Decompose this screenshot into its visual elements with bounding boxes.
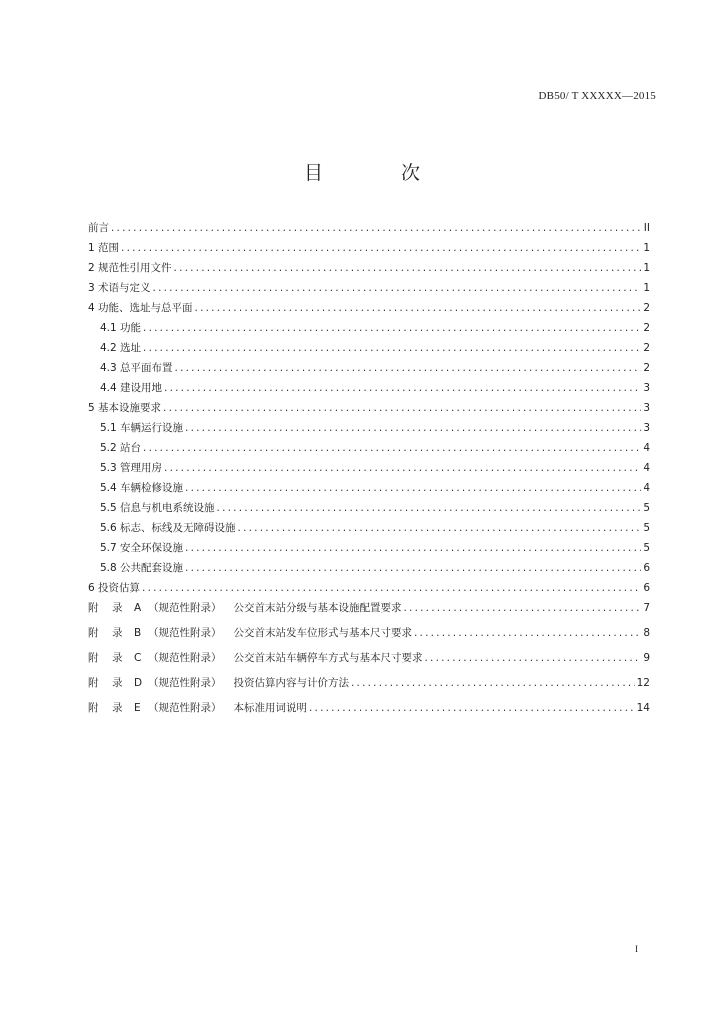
- appendix-kind: （规范性附录）: [148, 627, 222, 639]
- toc-entry-label: 4.4 建设用地: [100, 382, 163, 394]
- toc-dot-leader: [143, 322, 641, 334]
- toc-entry[interactable]: [88, 340, 650, 360]
- appendix-fu: 附: [88, 652, 99, 664]
- toc-entry[interactable]: [88, 220, 650, 240]
- toc-entry[interactable]: [88, 540, 650, 560]
- toc-entry[interactable]: [88, 280, 650, 300]
- toc-entry-label: 2 规范性引用文件: [88, 262, 172, 274]
- appendix-kind: （规范性附录）: [148, 602, 222, 614]
- appendix-letter: D: [134, 677, 143, 689]
- toc-appendix-entry[interactable]: [88, 625, 650, 650]
- toc-entry-label: 5.3 管理用房: [100, 462, 163, 474]
- toc-entry-label: 1 范围: [88, 242, 120, 254]
- toc-entry-page: 5: [643, 522, 650, 534]
- toc-entry[interactable]: [88, 480, 650, 500]
- toc-dot-leader: [217, 502, 642, 514]
- toc-dot-leader: [309, 702, 635, 714]
- appendix-lu: 录: [112, 627, 123, 639]
- toc-entry-label: 5.8 公共配套设施: [100, 562, 184, 574]
- appendix-letter: C: [134, 652, 142, 664]
- appendix-title: 本标准用词说明: [233, 702, 307, 714]
- toc-entry[interactable]: [88, 300, 650, 320]
- appendix-fu: 附: [88, 627, 99, 639]
- toc-entry-page: 1: [643, 282, 650, 294]
- toc-dot-leader: [185, 482, 641, 494]
- toc-dot-leader: [185, 422, 641, 434]
- toc-title: 目 次: [303, 162, 457, 184]
- appendix-title: 公交首末站分级与基本设施配置要求: [233, 602, 402, 614]
- toc-entry[interactable]: [88, 520, 650, 540]
- toc-entry-page: 2: [643, 362, 650, 374]
- appendix-label: [88, 650, 423, 665]
- appendix-kind: （规范性附录）: [148, 702, 222, 714]
- toc-entry-label: 5.1 车辆运行设施: [100, 422, 184, 434]
- toc-entry-page: 2: [643, 322, 650, 334]
- toc-entry[interactable]: [88, 560, 650, 580]
- toc-dot-leader: [143, 342, 641, 354]
- toc-entry-label: 5.6 标志、标线及无障碍设施: [100, 522, 236, 534]
- toc-entry[interactable]: [88, 460, 650, 480]
- toc-entry[interactable]: [88, 380, 650, 400]
- toc-dot-leader: [351, 677, 635, 689]
- document-code: DB50/ T XXXXX—2015: [538, 90, 656, 102]
- toc-dot-leader: [404, 602, 642, 614]
- toc-entry-page: 4: [643, 482, 650, 494]
- toc-entry-page: 2: [643, 342, 650, 354]
- toc-entry-page: 5: [643, 502, 650, 514]
- appendix-title: 投资估算内容与计价方法: [233, 677, 349, 689]
- toc-entry-label: 4 功能、选址与总平面: [88, 302, 193, 314]
- toc-entry-page: 3: [643, 382, 650, 394]
- toc-entry[interactable]: [88, 420, 650, 440]
- toc-entry-page: 3: [643, 422, 650, 434]
- toc-entry[interactable]: [88, 360, 650, 380]
- toc-entry-page: 5: [643, 542, 650, 554]
- toc-entry-page: 4: [643, 442, 650, 454]
- toc-dot-leader: [142, 582, 641, 594]
- toc-entry-page: 4: [643, 462, 650, 474]
- toc-dot-leader: [238, 522, 642, 534]
- toc-dot-leader: [195, 302, 642, 314]
- toc-entry-label: 前言: [88, 222, 109, 234]
- toc-dot-leader: [414, 627, 641, 639]
- appendix-title: 公交首末站车辆停车方式与基本尺寸要求: [233, 652, 423, 664]
- toc-entry-page: 3: [643, 402, 650, 414]
- appendix-label: [88, 625, 412, 640]
- toc-dot-leader: [153, 282, 642, 294]
- toc-dot-leader: [143, 442, 641, 454]
- toc-entry[interactable]: [88, 500, 650, 520]
- toc-dot-leader: [185, 562, 641, 574]
- toc-dot-leader: [174, 262, 642, 274]
- toc-dot-leader: [164, 382, 641, 394]
- toc-entry[interactable]: [88, 400, 650, 420]
- appendix-letter: E: [134, 702, 141, 714]
- appendix-lu: 录: [112, 677, 123, 689]
- toc-entry-label: 5 基本设施要求: [88, 402, 162, 414]
- toc-entry[interactable]: [88, 320, 650, 340]
- appendix-fu: 附: [88, 702, 99, 714]
- appendix-lu: 录: [112, 702, 123, 714]
- toc-entry-label: 4.1 功能: [100, 322, 142, 334]
- page-number: I: [635, 944, 638, 954]
- toc-entry-label: 5.7 安全环保设施: [100, 542, 184, 554]
- toc-dot-leader: [111, 222, 642, 234]
- appendix-page: 8: [643, 627, 650, 639]
- toc-entry[interactable]: [88, 260, 650, 280]
- toc-entry-label: 6 投资估算: [88, 582, 141, 594]
- appendix-kind: （规范性附录）: [148, 652, 222, 664]
- toc-entry[interactable]: [88, 580, 650, 600]
- toc-entry-page: II: [643, 222, 650, 234]
- toc-entry-page: 2: [643, 302, 650, 314]
- toc-entry-label: 4.2 选址: [100, 342, 142, 354]
- toc-appendix-entry[interactable]: [88, 650, 650, 675]
- toc-entry[interactable]: [88, 440, 650, 460]
- toc-entry[interactable]: [88, 240, 650, 260]
- appendix-letter: B: [134, 627, 142, 639]
- appendix-page: 14: [636, 702, 650, 714]
- appendix-lu: 录: [112, 652, 123, 664]
- toc-list: [88, 220, 650, 725]
- appendix-kind: （规范性附录）: [148, 677, 222, 689]
- toc-entry-page: 1: [643, 242, 650, 254]
- appendix-letter: A: [134, 602, 142, 614]
- toc-dot-leader: [175, 362, 642, 374]
- toc-entry-label: 5.5 信息与机电系统设施: [100, 502, 215, 514]
- appendix-page: 12: [636, 677, 650, 689]
- appendix-fu: 附: [88, 677, 99, 689]
- toc-appendix-entry[interactable]: [88, 700, 650, 725]
- toc-entry-label: 5.4 车辆检修设施: [100, 482, 184, 494]
- toc-dot-leader: [185, 542, 641, 554]
- appendix-lu: 录: [112, 602, 123, 614]
- toc-appendix-entry[interactable]: [88, 675, 650, 700]
- toc-entry-page: 6: [643, 562, 650, 574]
- toc-dot-leader: [163, 402, 641, 414]
- toc-dot-leader: [164, 462, 641, 474]
- appendix-title: 公交首末站发车位形式与基本尺寸要求: [233, 627, 412, 639]
- toc-entry-label: 5.2 站台: [100, 442, 142, 454]
- toc-dot-leader: [425, 652, 642, 664]
- toc-appendix-entry[interactable]: [88, 600, 650, 625]
- appendix-label: [88, 600, 402, 615]
- toc-entry-page: 6: [643, 582, 650, 594]
- toc-entry-page: 1: [643, 262, 650, 274]
- toc-dot-leader: [121, 242, 641, 254]
- appendix-page: 9: [643, 652, 650, 664]
- appendix-page: 7: [643, 602, 650, 614]
- appendix-label: [88, 700, 307, 715]
- toc-entry-label: 4.3 总平面布置: [100, 362, 173, 374]
- appendix-label: [88, 675, 349, 690]
- appendix-fu: 附: [88, 602, 99, 614]
- toc-entry-label: 3 术语与定义: [88, 282, 151, 294]
